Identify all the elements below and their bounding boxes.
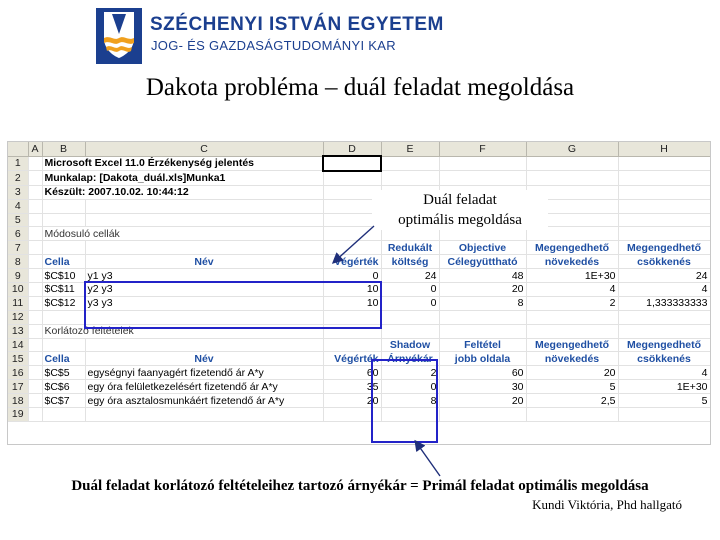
header-decrease[interactable]: csökkenés xyxy=(618,352,710,366)
header-name[interactable]: Név xyxy=(85,255,323,269)
column-header-d[interactable]: D xyxy=(323,142,381,156)
objective-coefficient[interactable]: 20 xyxy=(439,283,526,297)
reduced-cost[interactable]: 0 xyxy=(381,283,439,297)
shadow-price[interactable]: 2 xyxy=(381,366,439,380)
row-header[interactable]: 15 xyxy=(8,352,28,366)
column-header-a[interactable]: A xyxy=(28,142,42,156)
allowable-increase[interactable]: 20 xyxy=(526,366,618,380)
row-header[interactable]: 14 xyxy=(8,338,28,352)
allowable-decrease[interactable]: 1,333333333 xyxy=(618,296,710,310)
final-value[interactable]: 20 xyxy=(323,394,381,408)
cell-ref[interactable]: $C$12 xyxy=(42,296,85,310)
header-final-value[interactable]: Végérték xyxy=(323,352,381,366)
row-header[interactable]: 19 xyxy=(8,408,28,422)
cell-name[interactable]: y2 y3 xyxy=(85,283,323,297)
created-date-cell[interactable]: Készült: 2007.10.02. 10:44:12 xyxy=(42,185,323,199)
header-coefficient[interactable]: Célegyüttható xyxy=(439,255,526,269)
reduced-cost[interactable]: 24 xyxy=(381,269,439,283)
header-allowable[interactable]: Megengedhető xyxy=(526,241,618,255)
final-value[interactable]: 35 xyxy=(323,380,381,394)
header-final-value[interactable]: Végérték xyxy=(323,255,381,269)
column-header-c[interactable]: C xyxy=(85,142,323,156)
row-header[interactable]: 10 xyxy=(8,283,28,297)
header-reduced[interactable]: Redukált xyxy=(381,241,439,255)
header-objective[interactable]: Objective xyxy=(439,241,526,255)
column-header-h[interactable]: H xyxy=(618,142,710,156)
header-increase[interactable]: növekedés xyxy=(526,255,618,269)
shadow-price[interactable]: 8 xyxy=(381,394,439,408)
allowable-decrease[interactable]: 1E+30 xyxy=(618,380,710,394)
allowable-increase[interactable]: 5 xyxy=(526,380,618,394)
allowable-increase[interactable]: 1E+30 xyxy=(526,269,618,283)
conclusion-text: Duál feladat korlátozó feltételeihez tartozó árnyékár = Primál feladat optimális megoldása xyxy=(71,478,649,494)
callout-line-2: optimális megoldása xyxy=(398,212,522,228)
constraint-name[interactable]: egységnyi faanyagért fizetendő ár A*y xyxy=(85,366,323,380)
allowable-increase[interactable]: 2,5 xyxy=(526,394,618,408)
worksheet-name-cell[interactable]: Munkalap: [Dakota_duál.xls]Munka1 xyxy=(42,171,323,185)
cell-ref[interactable]: $C$5 xyxy=(42,366,85,380)
university-name: SZÉCHENYI ISTVÁN EGYETEM xyxy=(150,14,444,35)
row-header[interactable]: 18 xyxy=(8,394,28,408)
constraint-rhs[interactable]: 20 xyxy=(439,394,526,408)
column-header-g[interactable]: G xyxy=(526,142,618,156)
row-header[interactable]: 1 xyxy=(8,156,28,171)
column-header-b[interactable]: B xyxy=(42,142,85,156)
cell-ref[interactable]: $C$11 xyxy=(42,283,85,297)
row-header[interactable]: 11 xyxy=(8,296,28,310)
header-rhs[interactable]: jobb oldala xyxy=(439,352,526,366)
allowable-decrease[interactable]: 4 xyxy=(618,366,710,380)
row-header[interactable]: 3 xyxy=(8,185,28,199)
callout-line-1: Duál feladat xyxy=(423,192,497,208)
section-label-variable-cells[interactable]: Módosuló cellák xyxy=(42,227,323,241)
constraint-name[interactable]: egy óra felületkezelésért fizetendő ár A*y xyxy=(85,380,323,394)
cell-ref[interactable]: $C$7 xyxy=(42,394,85,408)
section-label-constraints[interactable]: Korlátozó feltételek xyxy=(42,324,323,338)
header-decrease[interactable]: csökkenés xyxy=(618,255,710,269)
header-shadow[interactable]: Shadow xyxy=(381,338,439,352)
constraint-name[interactable]: egy óra asztalosmunkáért fizetendő ár A*y xyxy=(85,394,323,408)
row-header[interactable]: 7 xyxy=(8,241,28,255)
row-header[interactable]: 8 xyxy=(8,255,28,269)
row-header[interactable]: 9 xyxy=(8,269,28,283)
shadow-price[interactable]: 0 xyxy=(381,380,439,394)
arrow-to-final-values xyxy=(334,226,374,262)
cell-name[interactable]: y1 y3 xyxy=(85,269,323,283)
faculty-name: JOG- ÉS GAZDASÁGTUDOMÁNYI KAR xyxy=(151,38,396,53)
objective-coefficient[interactable]: 48 xyxy=(439,269,526,283)
allowable-decrease[interactable]: 5 xyxy=(618,394,710,408)
cell-ref[interactable]: $C$10 xyxy=(42,269,85,283)
final-value[interactable]: 10 xyxy=(323,283,381,297)
row-header[interactable]: 17 xyxy=(8,380,28,394)
header-cell[interactable]: Cella xyxy=(42,352,85,366)
allowable-increase[interactable]: 4 xyxy=(526,283,618,297)
row-header[interactable]: 6 xyxy=(8,227,28,241)
header-cell[interactable]: Cella xyxy=(42,255,85,269)
header-name[interactable]: Név xyxy=(85,352,323,366)
header-constraint[interactable]: Feltétel xyxy=(439,338,526,352)
constraint-rhs[interactable]: 60 xyxy=(439,366,526,380)
row-header[interactable]: 13 xyxy=(8,324,28,338)
report-title-cell[interactable]: Microsoft Excel 11.0 Érzékenység jelentés xyxy=(42,156,323,171)
allowable-increase[interactable]: 2 xyxy=(526,296,618,310)
row-header[interactable]: 5 xyxy=(8,213,28,227)
author-name: Kundi Viktória, Phd hallgató xyxy=(532,497,682,512)
reduced-cost[interactable]: 0 xyxy=(381,296,439,310)
row-header[interactable]: 4 xyxy=(8,199,28,213)
allowable-decrease[interactable]: 4 xyxy=(618,283,710,297)
header-allowable[interactable]: Megengedhető xyxy=(618,241,710,255)
slide-title: Dakota probléma – duál feladat megoldása xyxy=(145,74,575,101)
row-header[interactable]: 2 xyxy=(8,171,28,185)
objective-coefficient[interactable]: 8 xyxy=(439,296,526,310)
row-header[interactable]: 12 xyxy=(8,310,28,324)
constraint-rhs[interactable]: 30 xyxy=(439,380,526,394)
column-header-e[interactable]: E xyxy=(381,142,439,156)
cell-name[interactable]: y3 y3 xyxy=(85,296,323,310)
final-value[interactable]: 60 xyxy=(323,366,381,380)
final-value[interactable]: 10 xyxy=(323,296,381,310)
row-header[interactable]: 16 xyxy=(8,366,28,380)
header-allowable[interactable]: Megengedhető xyxy=(526,338,618,352)
header-shadow-price[interactable]: Árnyékár xyxy=(381,352,439,366)
column-header-f[interactable]: F xyxy=(439,142,526,156)
allowable-decrease[interactable]: 24 xyxy=(618,269,710,283)
header-cost[interactable]: költség xyxy=(381,255,439,269)
arrow-to-shadow-prices xyxy=(416,442,440,476)
final-value[interactable]: 0 xyxy=(323,269,381,283)
header-allowable[interactable]: Megengedhető xyxy=(618,338,710,352)
cell-ref[interactable]: $C$6 xyxy=(42,380,85,394)
header-increase[interactable]: növekedés xyxy=(526,352,618,366)
